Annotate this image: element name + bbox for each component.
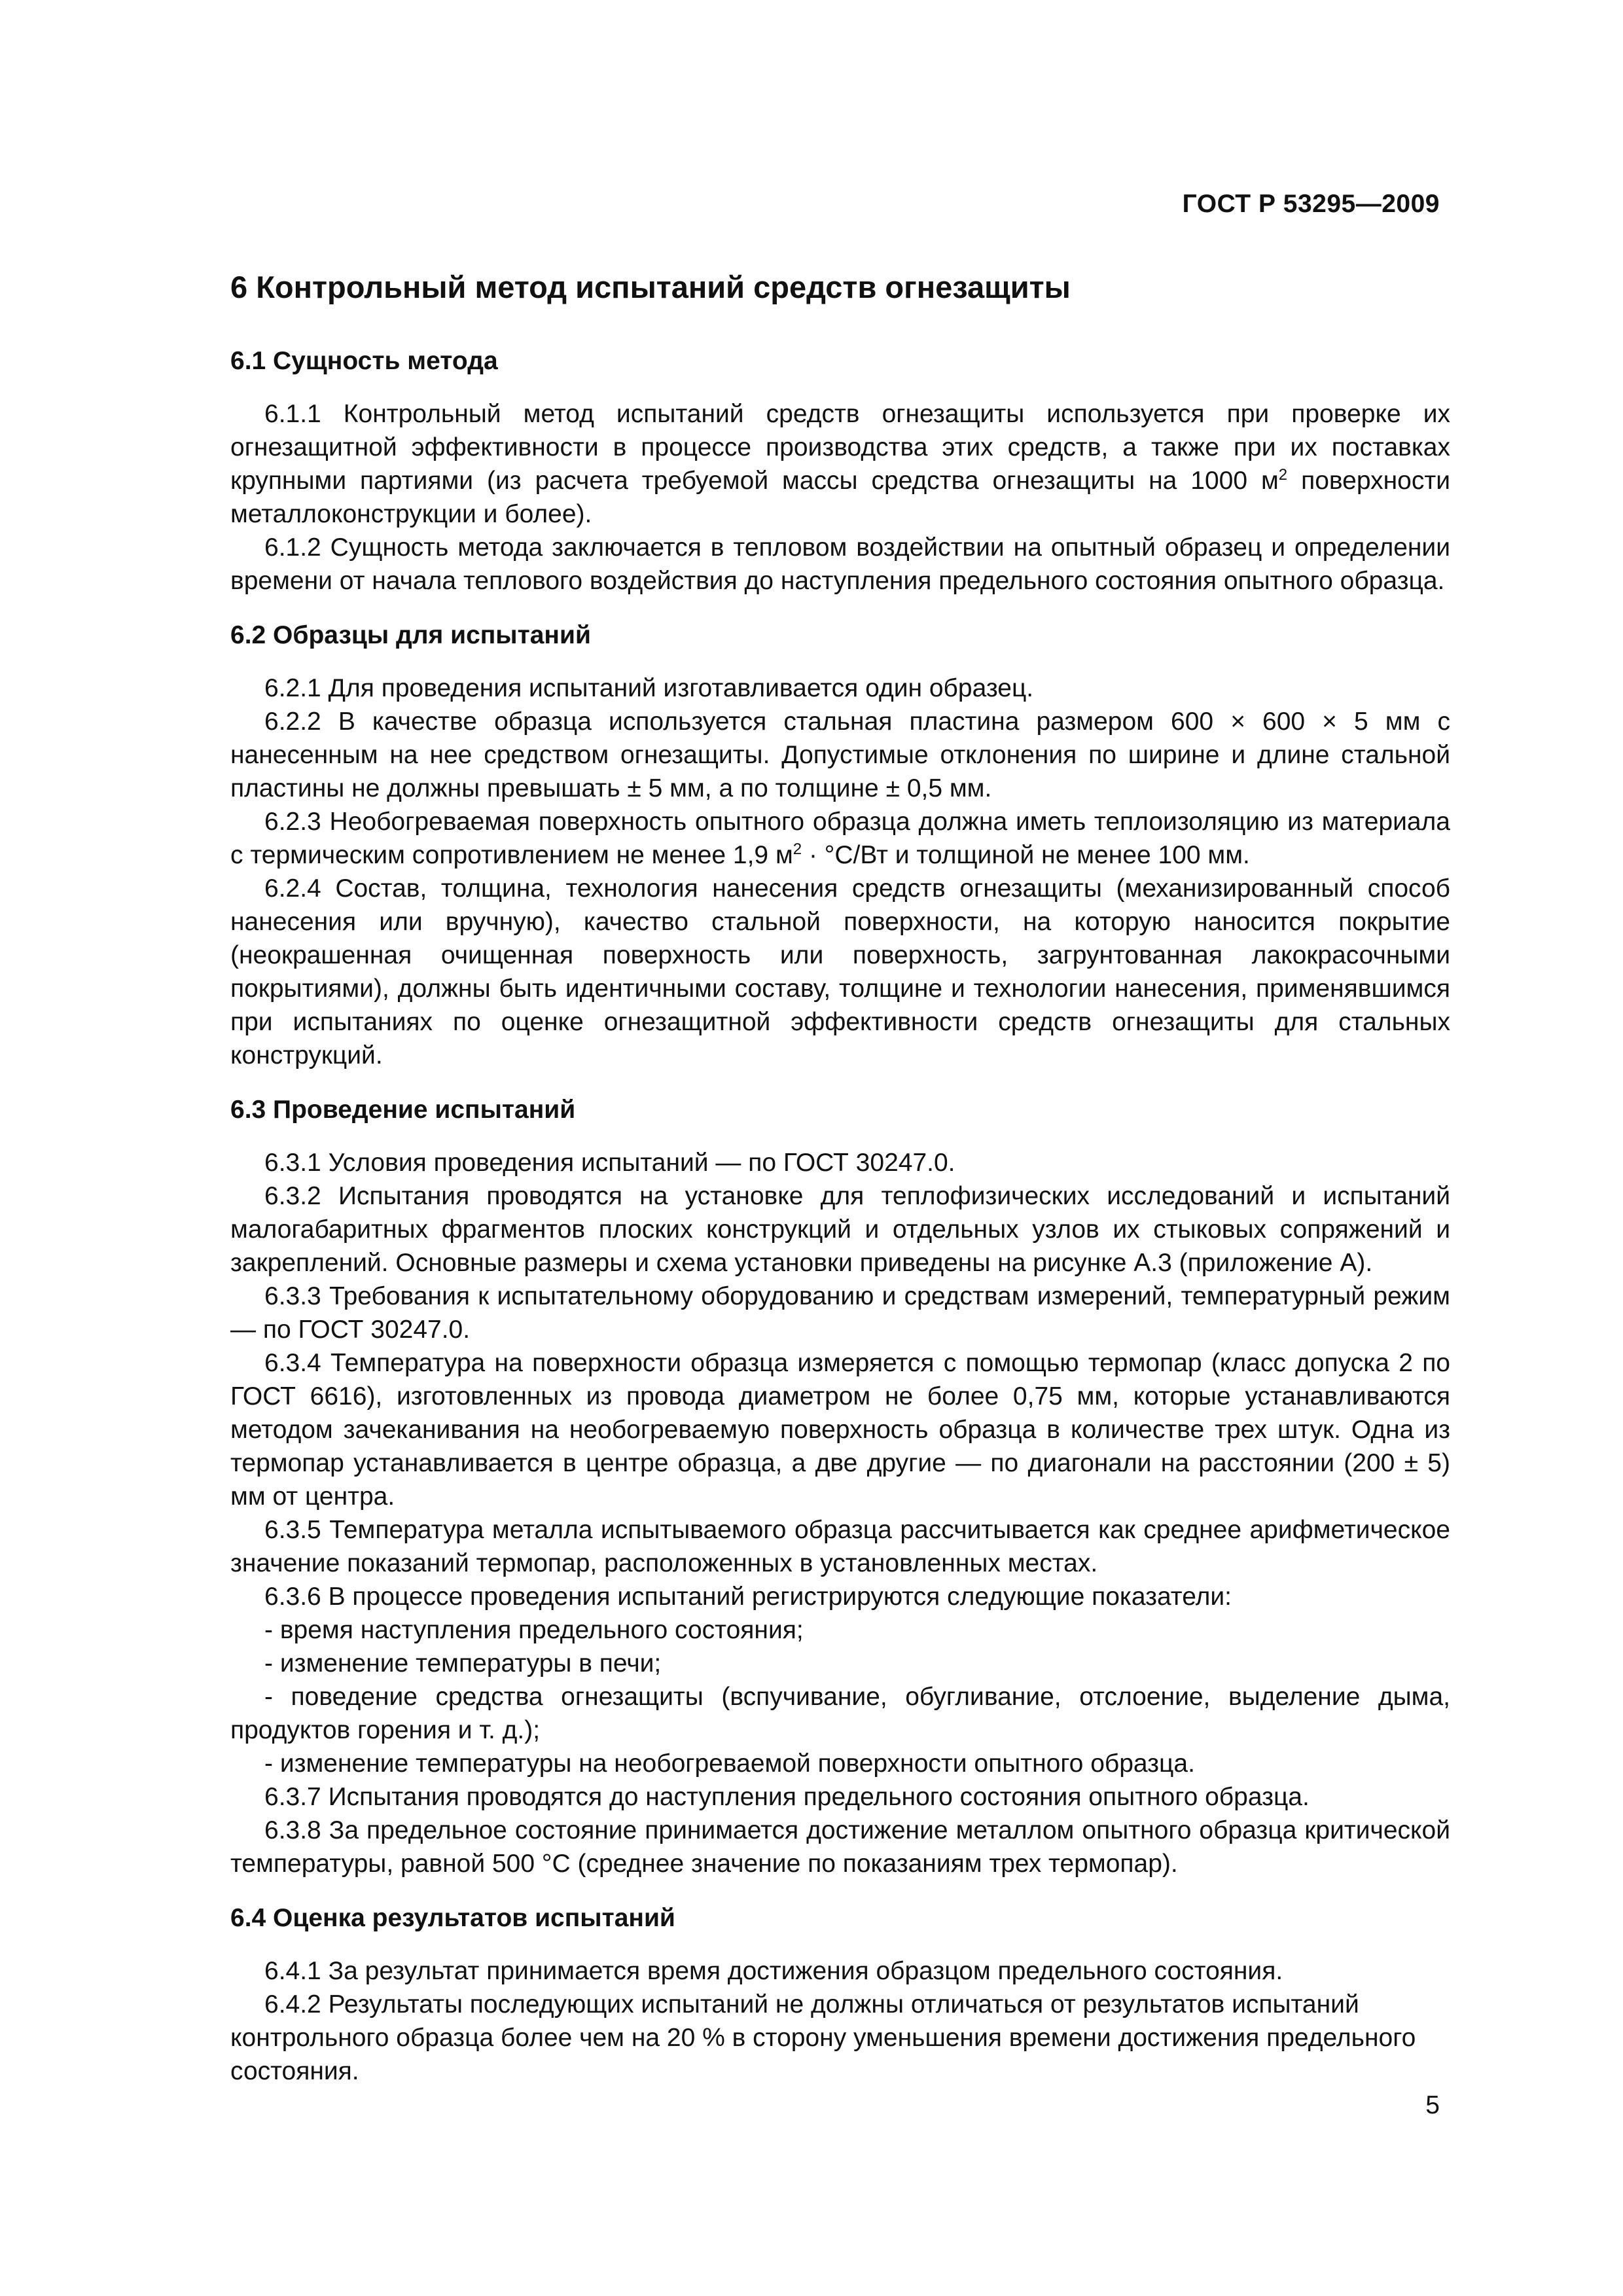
paragraph-6-3-7: 6.3.7 Испытания проводятся до наступления предельного состояния опытного образца. (264, 1783, 1310, 1811)
paragraph-6-1-2: 6.1.2 Сущность метода заключается в тепловом воздействии на опытный образец и определении времени от начала теплового воздействия до наступления предельного состояния опытного образца. (230, 533, 1450, 595)
paragraph-6-3-4: 6.3.4 Температура на поверхности образца измеряется с помощью термопар (класс допуска 2 по ГОСТ 6616), изготовленных из провода диаметром не более 0,75 мм, которые устанавливаются методом зачеканивания на необогреваемую поверхность образца в количестве трех штук. Одна из термопар устанавливается в центре образца, а две другие — по диагонали на расстоянии (200 ± 5) мм от центра. (230, 1349, 1450, 1511)
document-body (230, 268, 1450, 2088)
paragraph-6-3-6: 6.3.6 В процессе проведения испытаний регистрируются следующие показатели: (264, 1583, 1232, 1611)
paragraph-6-4-2: 6.4.2 Результаты последующих испытаний не должны отличаться от результатов испытаний контрольного образца более чем на 20 % в сторону уменьшения времени достижения предельного состояния. (230, 1990, 1416, 2085)
subsection-title-6-2: 6.2 Образцы для испытаний (230, 621, 591, 649)
list-item: - изменение температуры в печи; (264, 1649, 662, 1677)
paragraph-6-2-2: 6.2.2 В качестве образца используется стальная пластина размером 600 × 600 × 5 мм с нанесенным на нее средством огнезащиты. Допустимые отклонения по ширине и длине стальной пластины не должны превышать ± 5 мм, а по толщине ± 0,5 мм. (230, 708, 1450, 802)
paragraph-6-3-2: 6.3.2 Испытания проводятся на установке для теплофизических исследований и испытаний малогабаритных фрагментов плоских конструкций и отдельных узлов их стыковых сопряжений и закреплений. Основные размеры и схема установки приведены на рисунке А.3 (приложение А). (230, 1182, 1450, 1277)
paragraph-6-4-1: 6.4.1 За результат принимается время достижения образцом предельного состояния. (264, 1957, 1283, 1985)
paragraph-6-2-4: 6.2.4 Состав, толщина, технология нанесения средств огнезащиты (механизированный способ нанесения или вручную), качество стальной поверхности, на которую наносится покрытие (неокрашенная очищенная поверхность или поверхность, загрунтованная лакокрасочными покрытиями), должны быть идентичными составу, толщине и технологии нанесения, применявшимся при испытаниях по оценке огнезащитной эффективности средств огнезащиты для стальных конструкций. (230, 874, 1450, 1069)
paragraph-6-3-5: 6.3.5 Температура металла испытываемого образца рассчитывается как среднее арифметическое значение показаний термопар, расположенных в установленных местах. (230, 1516, 1450, 1577)
document-code: ГОСТ Р 53295—2009 (1182, 190, 1440, 218)
paragraph-6-3-8: 6.3.8 За предельное состояние принимается достижение металлом опытного образца критической температуры, равной 500 °С (среднее значение по показаниям трех термопар). (230, 1816, 1450, 1878)
paragraph-6-1-1: 6.1.1 Контрольный метод испытаний средств огнезащиты используется при проверке их огнезащитной эффективности в процессе производства этих средств, а также при их поставках крупными партиями (из расчета требуемой массы средства огнезащиты на 1000 $м^2$ поверхности металлоконструкции и более). (230, 400, 1450, 528)
paragraph-6-3-3: 6.3.3 Требования к испытательному оборудованию и средствам измерений, температурный режим — по ГОСТ 30247.0. (230, 1282, 1450, 1344)
subsection-title-6-1: 6.1 Сущность метода (230, 347, 498, 375)
list-item: - время наступления предельного состояния; (264, 1616, 804, 1644)
list-item: - изменение температуры на необогреваемой поверхности опытного образца. (264, 1749, 1195, 1778)
page-number: 5 (1425, 2091, 1440, 2119)
list-item: - поведение средства огнезащиты (вспучивание, обугливание, отслоение, выделение дыма, продуктов горения и т. д.); (230, 1683, 1450, 1744)
paragraph-6-3-1: 6.3.1 Условия проведения испытаний — по ГОСТ 30247.0. (264, 1149, 955, 1177)
paragraph-6-2-1: 6.2.1 Для проведения испытаний изготавливается один образец. (264, 674, 1034, 702)
subsection-title-6-4: 6.4 Оценка результатов испытаний (230, 1904, 675, 1932)
section-title: 6 Контрольный метод испытаний средств огнезащиты (230, 270, 1071, 304)
subsection-title-6-3: 6.3 Проведение испытаний (230, 1096, 576, 1124)
paragraph-6-2-3: 6.2.3 Необогреваемая поверхность опытного образца должна иметь теплоизоляцию из материала с термическим сопротивлением не менее 1,9 $м^2 \cdot ^\circ С/Вт$ и толщиной не менее 100 мм. (230, 808, 1450, 869)
